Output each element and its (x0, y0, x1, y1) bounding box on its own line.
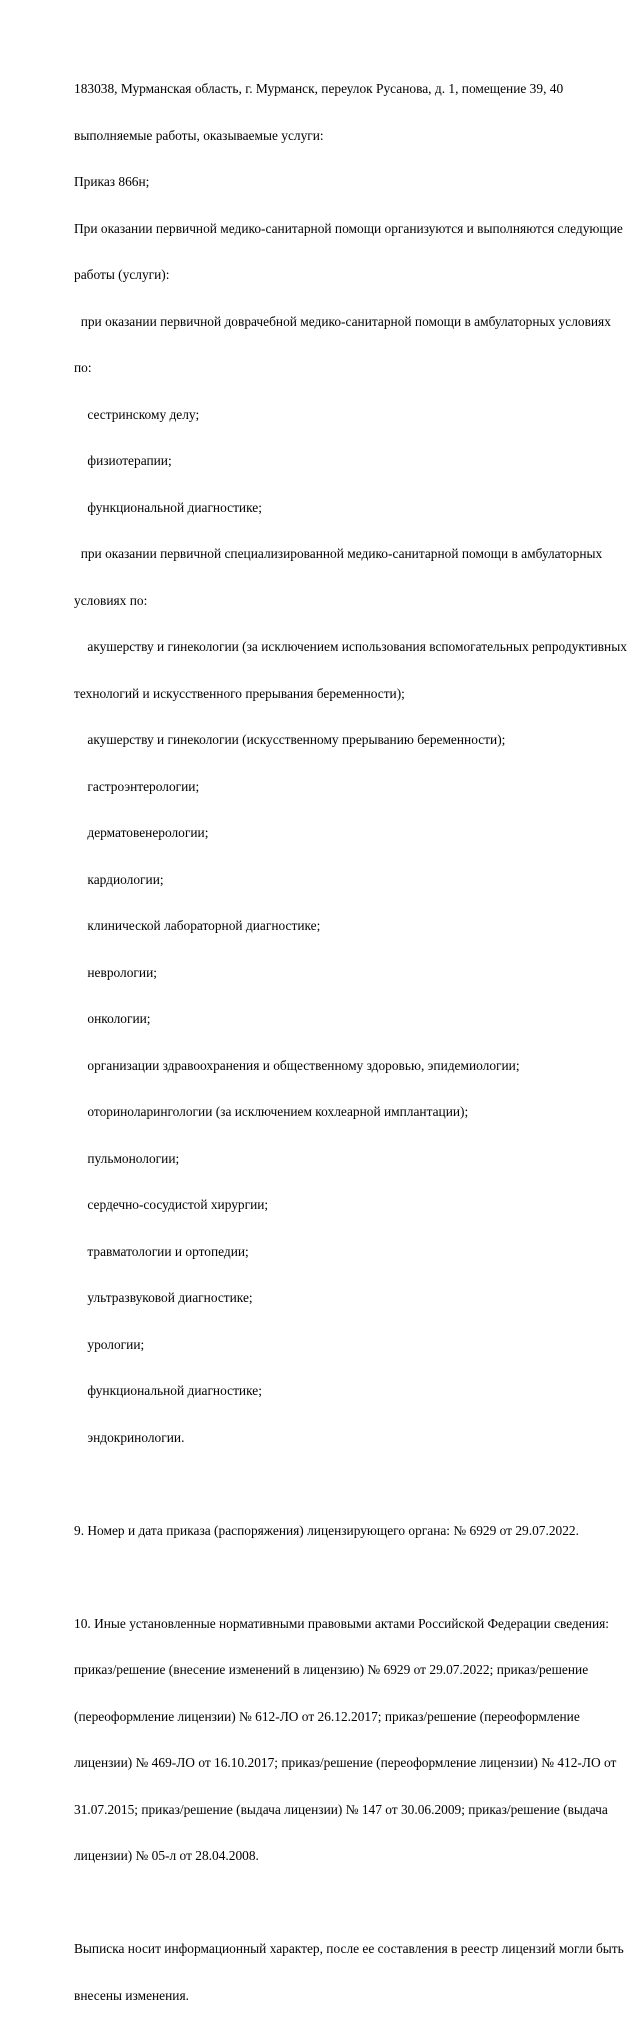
line-service-oncology: онкологии; (74, 1011, 151, 1026)
line-service-cardiovascular-surgery: сердечно-сосудистой хирургии; (74, 1197, 269, 1212)
line-order-866n: Приказ 866н; (74, 174, 150, 189)
line-item10-other-info-6: лицензии) № 05-л от 28.04.2008. (74, 1848, 259, 1863)
line-service-gastroenterology: гастроэнтерологии; (74, 778, 200, 794)
line-primary-care-intro-2: работы (услуги): (74, 267, 170, 282)
line-service-functional-diagnostics: функциональной диагностике; (74, 499, 262, 515)
line-disclaimer-1: Выписка носит информационный характер, после ее составления в реестр лицензий могли быть (74, 1941, 624, 1956)
line-service-urology: урологии; (74, 1336, 145, 1352)
line-item10-other-info-3: (переоформление лицензии) № 612-ЛО от 26.12.2017; приказ/решение (переоформление (74, 1708, 580, 1724)
line-service-otorhinolaryngology: оториноларингологии (за исключением кохлеарной имплантации); (74, 1104, 469, 1119)
line-item9-order-number: 9. Номер и дата приказа (распоряжения) лицензирующего органа: № 6929 от 29.07.2022. (74, 1522, 579, 1538)
line-item10-other-info-5: 31.07.2015; приказ/решение (выдача лицензии) № 147 от 30.06.2009; приказ/решение (выдача (74, 1801, 608, 1817)
blank-line (74, 1476, 619, 1492)
line-service-traumatology-orthopedics: травматологии и ортопедии; (74, 1243, 249, 1259)
line-service-clinical-lab-diagnostics: клинической лабораторной диагностике; (74, 918, 321, 933)
document-text-block (74, 50, 627, 2034)
line-pre-medical-care-1: при оказании первичной доврачебной медико-санитарной помощи в амбулаторных условиях (74, 313, 611, 329)
line-item10-other-info-4: лицензии) № 469-ЛО от 16.10.2017; приказ/решение (переоформление лицензии) № 412-ЛО от (74, 1755, 617, 1770)
line-specialized-care-1: при оказании первичной специализированной медико-санитарной помощи в амбулаторных (74, 546, 603, 561)
line-service-physiotherapy: физиотерапии; (74, 453, 172, 468)
line-service-cardiology: кардиологии; (74, 871, 164, 887)
line-disclaimer-2: внесены изменения. (74, 1987, 189, 2003)
line-pre-medical-care-2: по: (74, 360, 92, 375)
line-service-neurology: неврологии; (74, 964, 157, 980)
line-service-ultrasound-diagnostics: ультразвуковой диагностике; (74, 1290, 253, 1305)
line-primary-care-intro-1: При оказании первичной медико-санитарной помощи организуются и выполняются следующие (74, 220, 623, 236)
blank-line (74, 1895, 619, 1911)
line-service-health-organization: организации здравоохранения и общественному здоровью, эпидемиологии; (74, 1057, 520, 1073)
blank-line (74, 1569, 619, 1585)
line-address: 183038, Мурманская область, г. Мурманск, переулок Русанова, д. 1, помещение 39, 40 (74, 81, 564, 96)
line-item10-other-info-1: 10. Иные установленные нормативными правовыми актами Российской Федерации сведения: (74, 1615, 609, 1631)
line-service-obstetrics-abortion: акушерству и гинекологии (искусственному прерыванию беременности); (74, 732, 506, 747)
line-service-nursing: сестринскому делу; (74, 406, 200, 422)
line-service-endocrinology: эндокринологии. (74, 1429, 185, 1445)
line-works-services-label: выполняемые работы, оказываемые услуги: (74, 127, 324, 143)
line-service-obstetrics-gynecology-1: акушерству и гинекологии (за исключением использования вспомогательных репродуктивных (74, 639, 627, 654)
line-service-pulmonology: пульмонологии; (74, 1150, 180, 1166)
line-service-dermatovenerology: дерматовенерологии; (74, 825, 209, 840)
line-service-obstetrics-gynecology-2: технологий и искусственного прерывания беременности); (74, 685, 405, 701)
line-specialized-care-2: условиях по: (74, 592, 148, 608)
line-item10-other-info-2: приказ/решение (внесение изменений в лицензию) № 6929 от 29.07.2022; приказ/решение (74, 1662, 589, 1677)
line-service-functional-diagnostics-2: функциональной диагностике; (74, 1383, 262, 1398)
